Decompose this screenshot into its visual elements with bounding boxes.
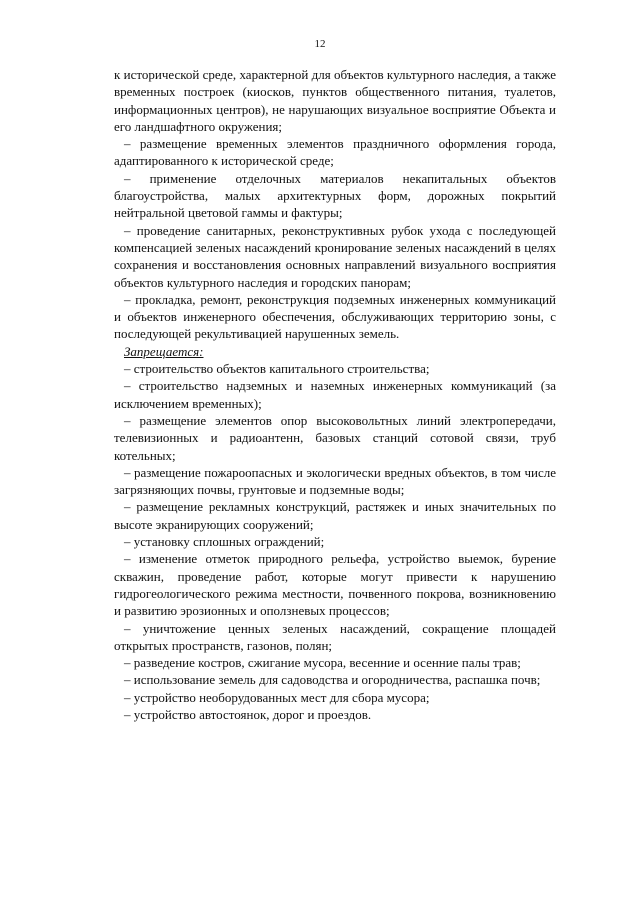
list-item: – устройство необорудованных мест для сбора мусора; xyxy=(124,689,430,705)
list-item: – уничтожение ценных зеленых насаждений, сокращение площадей открытых пространств, газонов, полян; xyxy=(114,620,556,653)
list-item: – установку сплошных ограждений; xyxy=(124,534,325,550)
list-item: – размещение элементов опор высоковольтных линий электропередачи, телевизионных и радиоантенн, базовых станций сотовой связи, труб котельных; xyxy=(114,412,556,463)
list-item: – размещение временных элементов праздничного оформления города, адаптированного к исторической среде; xyxy=(114,136,556,169)
list-item: – размещение рекламных конструкций, растяжек и иных значительных по высоте экранирующих сооружений; xyxy=(114,499,556,532)
section-heading: Запрещается: xyxy=(124,343,204,359)
list-item: – размещение пожароопасных и экологически вредных объектов, в том числе загрязняющих почвы, грунтовые и подземные воды; xyxy=(114,464,556,498)
list-item: – строительство надземных и наземных инженерных коммуникаций (за исключением временных); xyxy=(114,378,556,411)
list-item: – устройство автостоянок, дорог и проездов. xyxy=(124,706,372,722)
list-item: – строительство объектов капитального строительства; xyxy=(124,361,430,377)
page-number: 12 xyxy=(314,38,326,50)
document-body xyxy=(114,66,556,723)
list-item: – разведение костров, сжигание мусора, весенние и осенние палы трав; xyxy=(124,655,521,671)
paragraph: к исторической среде, характерной для объектов культурного наследия, а также временных построек (киосков, пунктов общественного питания, туалетов, информационных центров), не нарушающих визуальное восприятие Объекта и его ландшафтного окружения; xyxy=(114,67,556,134)
list-item: – применение отделочных материалов некапитальных объектов благоустройства, малых архитектурных форм, дорожных покрытий нейтральной цветовой гаммы и фактуры; xyxy=(114,170,556,221)
list-item: – проведение санитарных, реконструктивных рубок ухода с последующей компенсацией зеленых насаждений кронирование зеленых насаждений в целях сохранения и восстановления основных направлений визуального восприятия объектов культурного наследия и городских панорам; xyxy=(114,222,556,290)
list-item: – использование земель для садоводства и огородничества, распашка почв; xyxy=(124,672,541,688)
list-item: – прокладка, ремонт, реконструкция подземных инженерных коммуникаций и объектов инженерного обеспечения, обслуживающих территорию зоны, с последующей рекультивацией нарушенных земель. xyxy=(114,291,556,342)
list-item: – изменение отметок природного рельефа, устройство выемок, бурение скважин, проведение работ, которые могут привести к нарушению гидрогеологического режима местности, почвенного покрова, возникновению и развитию эрозионных и оползневых процессов; xyxy=(114,551,556,619)
